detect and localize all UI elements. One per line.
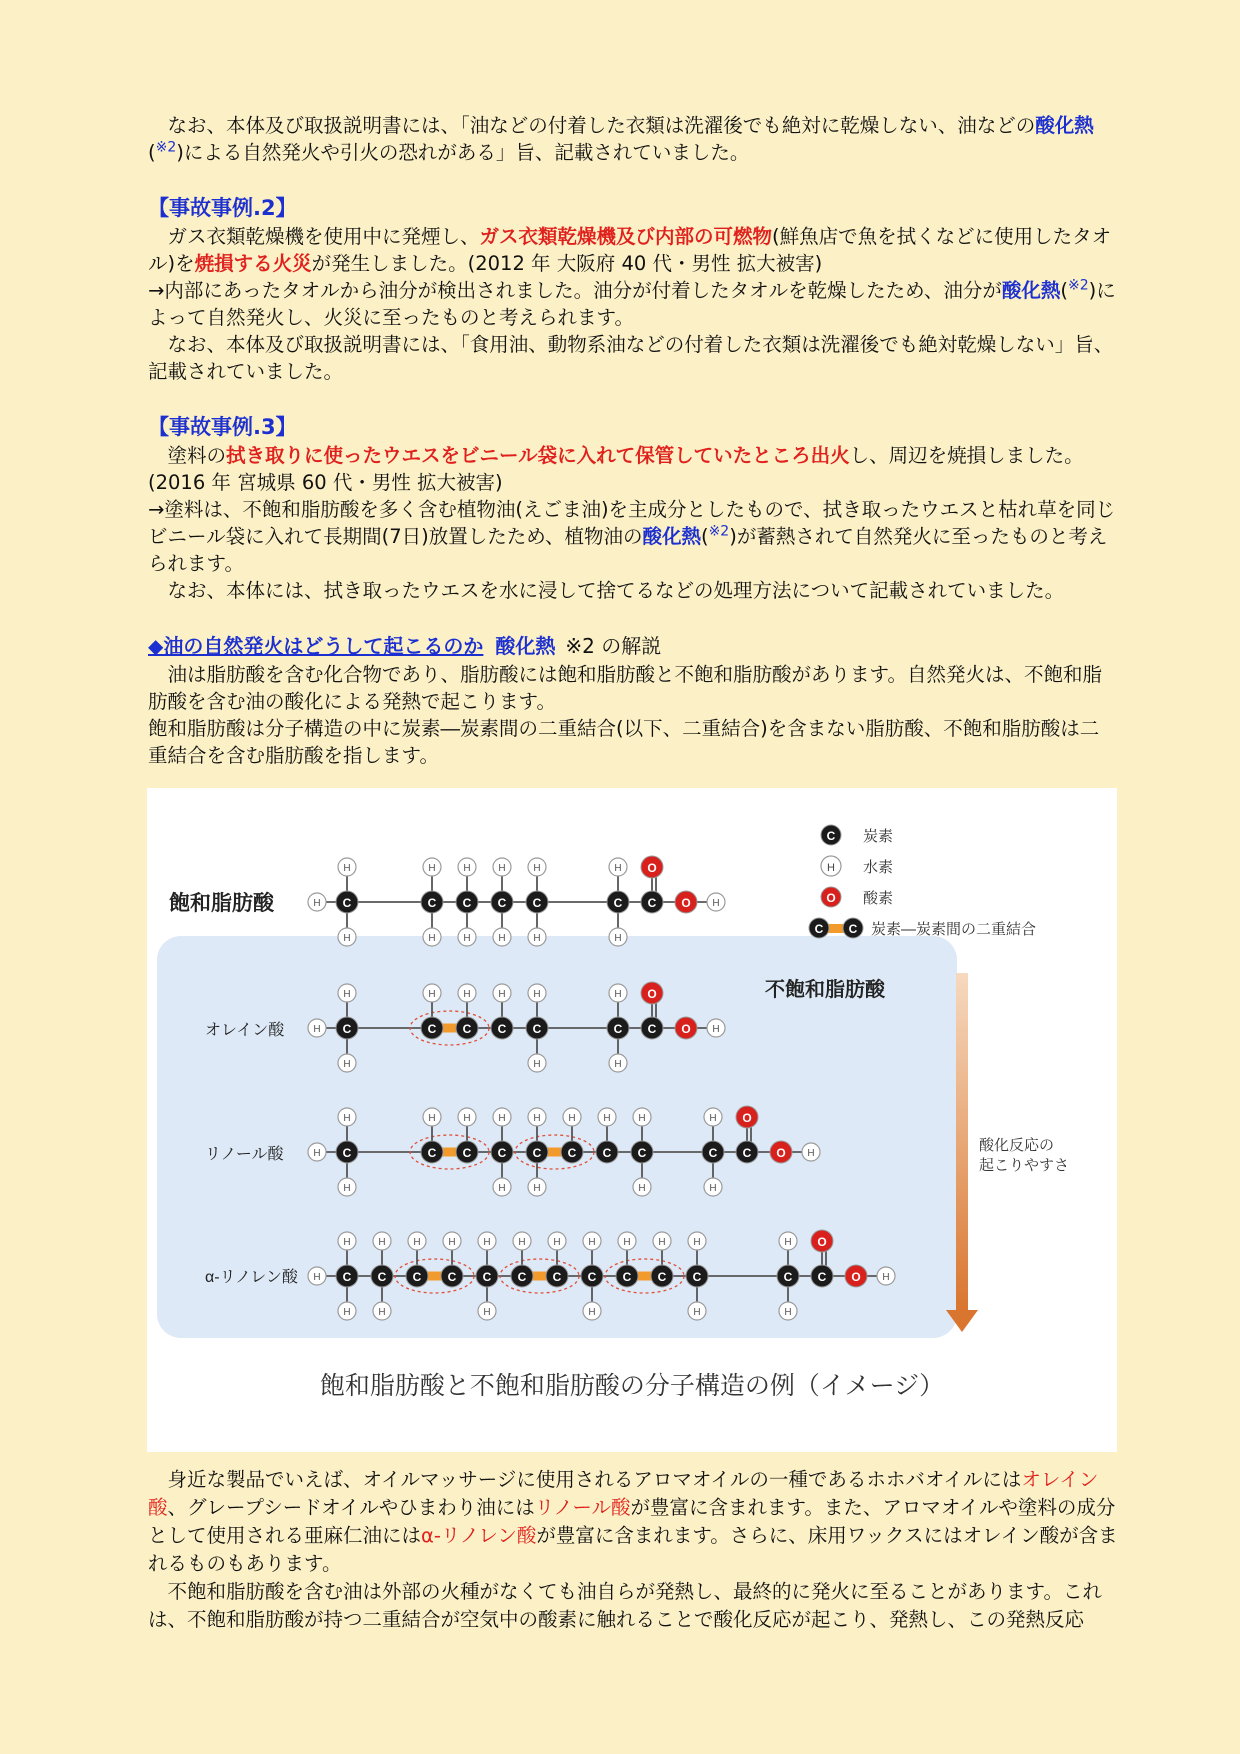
oxygen-atom xyxy=(641,982,663,1004)
hydrogen-atom xyxy=(633,1178,651,1196)
hydrogen-atom xyxy=(563,1108,581,1126)
fatty-acid-figure xyxy=(147,788,1117,1452)
svg-text:C: C xyxy=(342,1146,352,1160)
section-title xyxy=(148,631,1118,661)
oxygen-atom xyxy=(675,891,697,913)
carbon-atom xyxy=(491,1141,513,1163)
case3-heading: 【事故事例.3】 xyxy=(148,415,297,439)
svg-text:O: O xyxy=(826,891,836,905)
section-title-link[interactable]: ◆油の自然発火はどうして起こるのか xyxy=(148,634,484,658)
svg-text:H: H xyxy=(882,1272,890,1283)
svg-text:H: H xyxy=(658,1237,666,1248)
svg-text:H: H xyxy=(712,1024,720,1035)
svg-text:C: C xyxy=(622,1270,632,1284)
carbon-atom xyxy=(607,1017,629,1039)
svg-text:H: H xyxy=(463,1113,471,1124)
carbon-atom xyxy=(581,1265,603,1287)
svg-text:C: C xyxy=(427,1022,437,1036)
svg-text:C: C xyxy=(482,1270,492,1284)
hydrogen-atom xyxy=(478,1232,496,1250)
svg-text:H: H xyxy=(428,933,436,944)
svg-text:C: C xyxy=(532,1022,542,1036)
svg-text:H: H xyxy=(343,1113,351,1124)
case3-text-a: 塗料の xyxy=(167,444,227,467)
carbon-atom xyxy=(546,1265,568,1287)
legend-hydrogen-label: 水素 xyxy=(863,859,894,876)
svg-text:H: H xyxy=(614,1059,622,1070)
hydrogen-atom xyxy=(618,1232,636,1250)
svg-text:H: H xyxy=(498,1113,506,1124)
linolenic-acid-term: α-リノレン酸 xyxy=(421,1524,537,1547)
hydrogen-atom xyxy=(338,858,356,876)
intro-text-1: なお、本体及び取扱説明書には、「油などの付着した衣類は洗濯後でも絶対に乾燥しない、油などの xyxy=(167,114,1036,137)
case2-paragraph-2 xyxy=(148,277,1118,331)
hydrogen-atom xyxy=(528,1108,546,1126)
svg-text:C: C xyxy=(647,1022,657,1036)
svg-text:C: C xyxy=(657,1270,667,1284)
hydrogen-atom xyxy=(548,1232,566,1250)
svg-text:C: C xyxy=(427,896,437,910)
svg-text:H: H xyxy=(709,1113,717,1124)
svg-text:C: C xyxy=(783,1270,793,1284)
footnote-ref: ※2 xyxy=(708,523,730,540)
legend-oxygen-icon xyxy=(821,887,841,907)
hydrogen-atom xyxy=(609,858,627,876)
hydrogen-atom xyxy=(493,984,511,1002)
svg-text:H: H xyxy=(784,1307,792,1318)
svg-text:C: C xyxy=(412,1270,422,1284)
footnote-ref: ※2 xyxy=(1068,277,1089,294)
hydrogen-atom xyxy=(598,1108,616,1126)
svg-text:H: H xyxy=(614,863,622,874)
svg-text:O: O xyxy=(647,987,657,1001)
oleic-acid-term: オレイン酸 xyxy=(148,1468,1099,1519)
hydrogen-atom xyxy=(633,1108,651,1126)
svg-text:H: H xyxy=(603,1113,611,1124)
hydrogen-atom xyxy=(458,928,476,946)
legend-double-bond-label: 炭素―炭素間の二重結合 xyxy=(871,921,1037,938)
svg-text:H: H xyxy=(343,1237,351,1248)
hydrogen-atom xyxy=(338,1054,356,1072)
svg-text:H: H xyxy=(343,1059,351,1070)
hydrogen-atom xyxy=(707,893,725,911)
svg-text:O: O xyxy=(742,1111,752,1125)
svg-text:C: C xyxy=(708,1146,718,1160)
oleic-acid-label: オレイン酸 xyxy=(205,1022,285,1039)
svg-text:C: C xyxy=(342,1022,352,1036)
hydrogen-atom xyxy=(338,1302,356,1320)
section-keyword: 酸化熱 xyxy=(495,634,556,658)
hydrogen-atom xyxy=(653,1232,671,1250)
hydrogen-atom xyxy=(528,1178,546,1196)
hydrogen-atom xyxy=(688,1232,706,1250)
hydrogen-atom xyxy=(877,1267,895,1285)
hydrogen-atom xyxy=(704,1108,722,1126)
svg-text:C: C xyxy=(567,1146,577,1160)
carbon-atom xyxy=(651,1265,673,1287)
carbon-atom xyxy=(596,1141,618,1163)
svg-text:H: H xyxy=(448,1237,456,1248)
case2-text-c: が発生しました。(2012 年 大阪府 40 代・男性 拡大被害) xyxy=(311,252,823,275)
svg-text:H: H xyxy=(313,1272,321,1283)
svg-text:C: C xyxy=(462,896,472,910)
carbon-atom xyxy=(491,891,513,913)
hydrogen-atom xyxy=(609,984,627,1002)
svg-text:H: H xyxy=(709,1183,717,1194)
carbon-atom xyxy=(371,1265,393,1287)
hydrogen-atom xyxy=(308,1267,326,1285)
svg-text:H: H xyxy=(428,863,436,874)
paren-open: ( xyxy=(1060,279,1068,302)
hydrogen-atom xyxy=(478,1302,496,1320)
carbon-atom xyxy=(456,1141,478,1163)
case3-paragraph-1 xyxy=(148,442,1118,496)
svg-text:C: C xyxy=(532,896,542,910)
svg-text:C: C xyxy=(692,1270,702,1284)
carbon-atom xyxy=(702,1141,724,1163)
carbon-atom xyxy=(421,1141,443,1163)
hydrogen-atom xyxy=(458,1108,476,1126)
legend-carbon-label: 炭素 xyxy=(863,828,894,845)
hydrogen-atom xyxy=(338,984,356,1002)
hydrogen-atom xyxy=(609,1054,627,1072)
oxygen-atom xyxy=(770,1141,792,1163)
hydrogen-atom xyxy=(583,1302,601,1320)
svg-text:C: C xyxy=(647,896,657,910)
svg-text:H: H xyxy=(343,1183,351,1194)
carbon-atom xyxy=(811,1265,833,1287)
svg-text:C: C xyxy=(552,1270,562,1284)
hydrogen-atom xyxy=(779,1302,797,1320)
svg-text:H: H xyxy=(483,1307,491,1318)
case2-analysis-b: )によって自然発火し、火災に至ったものと考えられます。 xyxy=(148,279,1116,329)
carbon-atom xyxy=(421,1017,443,1039)
svg-text:H: H xyxy=(533,1059,541,1070)
svg-text:O: O xyxy=(817,1235,827,1249)
intro-text-2: )による自然発火や引火の恐れがある」旨、記載されていました。 xyxy=(176,141,750,164)
carbon-atom xyxy=(561,1141,583,1163)
oxygen-atom xyxy=(845,1265,867,1287)
oxygen-atom xyxy=(675,1017,697,1039)
arrow-label-2: 起こりやすさ xyxy=(979,1157,1070,1174)
hydrogen-atom xyxy=(493,1108,511,1126)
carbon-atom xyxy=(607,891,629,913)
svg-text:C: C xyxy=(377,1270,387,1284)
svg-text:H: H xyxy=(343,933,351,944)
hydrogen-atom xyxy=(528,1054,546,1072)
products-text-d: が豊富に含まれます。さらに、床用ワックスにはオレイン酸が含まれるものもあります。 xyxy=(148,1524,1118,1575)
svg-text:O: O xyxy=(681,1022,691,1036)
svg-text:H: H xyxy=(533,1113,541,1124)
case3-paragraph-2 xyxy=(148,496,1118,577)
section-paragraph-1: 油は脂肪酸を含む化合物であり、脂肪酸には飽和脂肪酸と不飽和脂肪酸があります。自然発火は、不飽和脂肪酸を含む油の酸化による発熱で起こります。 xyxy=(148,663,1102,713)
svg-text:C: C xyxy=(447,1270,457,1284)
carbon-atom xyxy=(526,1141,548,1163)
svg-text:C: C xyxy=(462,1022,472,1036)
legend-hydrogen-icon xyxy=(821,856,841,876)
svg-text:C: C xyxy=(602,1146,612,1160)
hydrogen-atom xyxy=(493,1178,511,1196)
carbon-atom xyxy=(641,891,663,913)
carbon-atom xyxy=(491,1017,513,1039)
products-text-a: 身近な製品でいえば、オイルマッサージに使用されるアロマオイルの一種であるホホバオイルには xyxy=(167,1468,1022,1491)
linoleic-acid-label: リノール酸 xyxy=(205,1146,284,1163)
case2-heading: 【事故事例.2】 xyxy=(148,196,297,220)
svg-text:H: H xyxy=(568,1113,576,1124)
saturated-label: 飽和脂肪酸 xyxy=(169,892,274,915)
hydrogen-atom xyxy=(688,1302,706,1320)
keyword-oxidation-heat: 酸化熱 xyxy=(1001,279,1061,302)
paren-open: ( xyxy=(148,141,156,164)
svg-text:H: H xyxy=(614,989,622,1000)
carbon-atom xyxy=(421,891,443,913)
carbon-atom xyxy=(476,1265,498,1287)
hydrogen-atom xyxy=(308,893,326,911)
svg-text:C: C xyxy=(826,829,836,843)
legend-oxygen-label: 酸素 xyxy=(863,890,894,907)
paren-open: ( xyxy=(700,525,709,548)
svg-text:H: H xyxy=(807,1148,815,1159)
svg-text:H: H xyxy=(378,1307,386,1318)
svg-text:C: C xyxy=(587,1270,597,1284)
hydrogen-atom xyxy=(423,984,441,1002)
svg-text:H: H xyxy=(623,1237,631,1248)
hydrogen-atom xyxy=(528,928,546,946)
case3-paragraph-3: なお、本体には、拭き取ったウエスを水に浸して捨てるなどの処理方法について記載されていました。 xyxy=(167,579,1065,602)
carbon-atom xyxy=(456,891,478,913)
hydrogen-atom xyxy=(493,928,511,946)
products-text-b: 、グレープシードオイルやひまわり油には xyxy=(167,1496,535,1519)
svg-text:H: H xyxy=(553,1237,561,1248)
oxygen-atom xyxy=(641,856,663,878)
carbon-atom xyxy=(526,1017,548,1039)
svg-text:H: H xyxy=(498,989,506,1000)
hydrogen-atom xyxy=(423,928,441,946)
hydrogen-atom xyxy=(373,1232,391,1250)
svg-text:H: H xyxy=(498,863,506,874)
svg-text:H: H xyxy=(413,1237,421,1248)
svg-text:H: H xyxy=(483,1237,491,1248)
svg-text:C: C xyxy=(742,1146,752,1160)
carbon-atom xyxy=(406,1265,428,1287)
svg-text:H: H xyxy=(533,989,541,1000)
case2-analysis-a: →内部にあったタオルから油分が検出されました。油分が付着したタオルを乾燥したため、油分が xyxy=(148,279,1002,302)
svg-text:C: C xyxy=(497,1146,507,1160)
svg-text:H: H xyxy=(827,862,835,874)
svg-text:C: C xyxy=(342,1270,352,1284)
svg-text:C: C xyxy=(532,1146,542,1160)
carbon-atom xyxy=(336,1017,358,1039)
carbon-atom xyxy=(336,1141,358,1163)
hydrogen-atom xyxy=(338,1232,356,1250)
case2-text-b: (鮮魚店で魚を拭くなどに使用したタオル)を xyxy=(148,225,1112,275)
legend-double-bond-icon xyxy=(809,918,863,938)
svg-text:H: H xyxy=(463,863,471,874)
svg-text:H: H xyxy=(588,1237,596,1248)
hydrogen-atom xyxy=(528,858,546,876)
svg-text:C: C xyxy=(427,1146,437,1160)
svg-text:H: H xyxy=(428,1113,436,1124)
hydrogen-atom xyxy=(408,1232,426,1250)
svg-text:C: C xyxy=(517,1270,527,1284)
case2-text-a: ガス衣類乾燥機を使用中に発煙し、 xyxy=(167,225,480,248)
svg-text:H: H xyxy=(498,933,506,944)
section-paragraph-2: 飽和脂肪酸は分子構造の中に炭素―炭素間の二重結合(以下、二重結合)を含まない脂肪酸、不飽和脂肪酸は二重結合を含む脂肪酸を指します。 xyxy=(148,717,1100,767)
case2-highlight-1: ガス衣類乾燥機及び内部の可燃物 xyxy=(479,225,773,248)
hydrogen-atom xyxy=(493,858,511,876)
case2-paragraph-1 xyxy=(148,223,1118,277)
svg-text:H: H xyxy=(784,1237,792,1248)
carbon-atom xyxy=(526,891,548,913)
svg-text:O: O xyxy=(776,1146,786,1160)
hydrogen-atom xyxy=(528,984,546,1002)
carbon-atom xyxy=(456,1017,478,1039)
hydrogen-atom xyxy=(609,928,627,946)
fatty-acid-diagram xyxy=(147,788,1117,1452)
svg-text:O: O xyxy=(851,1270,861,1284)
unsaturated-label: 不飽和脂肪酸 xyxy=(765,979,885,1001)
mechanism-paragraph: 不飽和脂肪酸を含む油は外部の火種がなくても油自らが発熱し、最終的に発火に至ることがあります。これは、不飽和脂肪酸が持つ二重結合が空気中の酸素に触れることで酸化反応が起こり、発熱し、この発熱反応 xyxy=(148,1580,1102,1631)
svg-text:C: C xyxy=(613,896,623,910)
linolenic-acid-label: α-リノレン酸 xyxy=(205,1269,298,1286)
footnote-ref: ※2 xyxy=(155,139,177,156)
hydrogen-atom xyxy=(583,1232,601,1250)
svg-text:C: C xyxy=(848,922,858,936)
svg-text:H: H xyxy=(463,933,471,944)
svg-text:C: C xyxy=(497,1022,507,1036)
svg-text:H: H xyxy=(343,863,351,874)
svg-text:H: H xyxy=(343,1307,351,1318)
case2-paragraph-3: なお、本体及び取扱説明書には、「食用油、動物系油などの付着した衣類は洗濯後でも絶対乾燥しない」旨、記載されていました。 xyxy=(148,333,1114,383)
legend xyxy=(809,825,1036,938)
svg-text:H: H xyxy=(693,1307,701,1318)
svg-text:H: H xyxy=(463,989,471,1000)
carbon-atom xyxy=(441,1265,463,1287)
legend-carbon-icon xyxy=(821,825,841,845)
svg-text:C: C xyxy=(497,896,507,910)
hydrogen-atom xyxy=(707,1019,725,1037)
svg-text:C: C xyxy=(342,896,352,910)
svg-text:H: H xyxy=(428,989,436,1000)
svg-text:H: H xyxy=(638,1183,646,1194)
carbon-atom xyxy=(777,1265,799,1287)
svg-text:C: C xyxy=(814,922,824,936)
hydrogen-atom xyxy=(443,1232,461,1250)
case3-analysis-b: )が蓄熱されて自然発火に至ったものと考えられます。 xyxy=(148,525,1108,575)
svg-text:H: H xyxy=(638,1113,646,1124)
svg-text:H: H xyxy=(533,1183,541,1194)
svg-text:C: C xyxy=(462,1146,472,1160)
hydrogen-atom xyxy=(308,1019,326,1037)
main-text xyxy=(148,112,1118,769)
svg-text:H: H xyxy=(614,933,622,944)
svg-text:H: H xyxy=(378,1237,386,1248)
svg-text:O: O xyxy=(647,861,657,875)
keyword-oxidation-heat: 酸化熱 xyxy=(1035,114,1094,137)
hydrogen-atom xyxy=(308,1143,326,1161)
oxygen-atom xyxy=(736,1106,758,1128)
svg-text:H: H xyxy=(533,863,541,874)
hydrogen-atom xyxy=(779,1232,797,1250)
svg-text:H: H xyxy=(588,1307,596,1318)
hydrogen-atom xyxy=(458,984,476,1002)
carbon-atom xyxy=(616,1265,638,1287)
arrow-label-1: 酸化反応の xyxy=(979,1137,1055,1154)
hydrogen-atom xyxy=(458,858,476,876)
products-paragraph xyxy=(148,1466,1118,1578)
section-title-rest: ※2 の解説 xyxy=(565,634,662,658)
carbon-atom xyxy=(336,1265,358,1287)
intro-paragraph xyxy=(148,112,1118,166)
svg-text:H: H xyxy=(313,898,321,909)
svg-text:H: H xyxy=(313,1024,321,1035)
svg-text:H: H xyxy=(712,898,720,909)
keyword-oxidation-heat: 酸化熱 xyxy=(642,525,701,548)
svg-text:C: C xyxy=(637,1146,647,1160)
hydrogen-atom xyxy=(338,928,356,946)
hydrogen-atom xyxy=(338,1108,356,1126)
svg-text:H: H xyxy=(498,1183,506,1194)
svg-text:H: H xyxy=(313,1148,321,1159)
oxygen-atom xyxy=(811,1230,833,1252)
case3-text-b: し、周辺を焼損しました。(2016 年 宮城県 60 代・男性 拡大被害) xyxy=(148,444,1084,494)
hydrogen-atom xyxy=(423,1108,441,1126)
after-text xyxy=(148,1466,1118,1634)
case3-analysis-a: →塗料は、不飽和脂肪酸を多く含む植物油(えごま油)を主成分としたもので、拭き取ったウエスと枯れ草を同じビニール袋に入れて長期間(7日)放置したため、植物油の xyxy=(148,498,1116,548)
case3-highlight: 拭き取りに使ったウエスをビニール袋に入れて保管していたところ出火 xyxy=(226,444,850,467)
svg-text:H: H xyxy=(533,933,541,944)
hydrogen-atom xyxy=(802,1143,820,1161)
linoleic-acid-term: リノール酸 xyxy=(534,1496,631,1519)
svg-text:C: C xyxy=(613,1022,623,1036)
hydrogen-atom xyxy=(423,858,441,876)
carbon-atom xyxy=(686,1265,708,1287)
carbon-atom xyxy=(631,1141,653,1163)
hydrogen-atom xyxy=(373,1302,391,1320)
products-text-c: が豊富に含まれます。また、アロマオイルや塗料の成分として使用される亜麻仁油には xyxy=(148,1496,1116,1547)
svg-text:C: C xyxy=(817,1270,827,1284)
svg-text:H: H xyxy=(518,1237,526,1248)
case2-highlight-2: 焼損する火災 xyxy=(194,252,312,275)
hydrogen-atom xyxy=(338,1178,356,1196)
carbon-atom xyxy=(511,1265,533,1287)
svg-text:O: O xyxy=(681,896,691,910)
carbon-atom xyxy=(736,1141,758,1163)
hydrogen-atom xyxy=(513,1232,531,1250)
figure-caption: 飽和脂肪酸と不飽和脂肪酸の分子構造の例（イメージ） xyxy=(319,1372,945,1400)
svg-text:H: H xyxy=(343,989,351,1000)
carbon-atom xyxy=(641,1017,663,1039)
hydrogen-atom xyxy=(704,1178,722,1196)
carbon-atom xyxy=(336,891,358,913)
svg-text:H: H xyxy=(693,1237,701,1248)
